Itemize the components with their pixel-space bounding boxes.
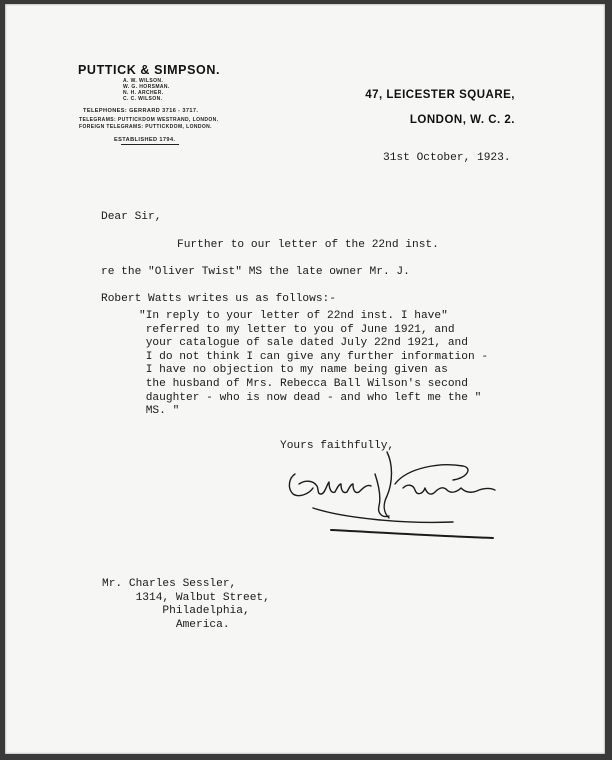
letter-date: 31st October, 1923. (383, 152, 511, 164)
quote-line: "In reply to your letter of 22nd inst. I have" (139, 310, 448, 322)
paragraph-line: Further to our letter of the 22nd inst. (177, 239, 439, 251)
partner-name: W. G. HORSMAN. (123, 84, 170, 90)
quote-line: the husband of Mrs. Rebecca Ball Wilson's second (139, 377, 468, 390)
closing: Yours faithfully, (280, 440, 395, 452)
recipient-line: 1314, Walbut Street, (102, 591, 270, 604)
quote-line: your catalogue of sale dated July 22nd 1921, and (139, 337, 468, 350)
letter-page (5, 4, 605, 754)
recipient-line: America. (102, 618, 230, 631)
handwritten-signature (283, 444, 503, 544)
established: ESTABLISHED 1794. (114, 137, 176, 143)
paragraph-line: re the "Oliver Twist" MS the late owner Mr. J. (101, 266, 410, 278)
quote-line: daughter - who is now dead - and who left me the " (139, 391, 482, 404)
partner-name: N. H. ARCHER. (123, 90, 164, 96)
quoted-passage (139, 310, 488, 419)
partners-list (123, 78, 170, 102)
address-line-1: 47, LEICESTER SQUARE, (365, 89, 515, 101)
foreign-telegrams: FOREIGN TELEGRAMS: PUTTICKDOM, LONDON. (79, 124, 212, 130)
partner-name: C. C. WILSON. (123, 96, 163, 102)
telegrams: TELEGRAMS: PUTTICKDOM WESTRAND, LONDON. (79, 117, 219, 123)
quote-line: I do not think I can give any further information - (139, 350, 489, 363)
salutation: Dear Sir, (101, 211, 162, 223)
telephones: TELEPHONES: GERRARD 3716 - 3717. (83, 108, 199, 114)
quote-line: MS. " (139, 405, 180, 418)
paragraph-line: Robert Watts writes us as follows:- (101, 293, 336, 305)
recipient-line: Philadelphia, (102, 605, 250, 618)
quote-line: I have no objection to my name being given as (139, 364, 448, 377)
quote-line: referred to my letter to you of June 1921, and (139, 323, 455, 336)
partner-name: A. W. WILSON. (123, 78, 164, 84)
firm-name: PUTTICK & SIMPSON. (78, 63, 221, 77)
letterhead-rule (121, 144, 179, 145)
recipient-address (102, 578, 270, 632)
recipient-line: Mr. Charles Sessler, (102, 578, 237, 590)
address-line-2: LONDON, W. C. 2. (409, 114, 515, 126)
